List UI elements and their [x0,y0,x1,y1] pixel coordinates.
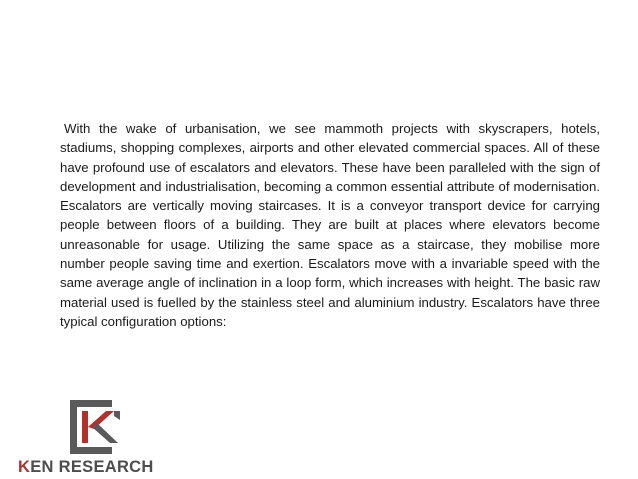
body-paragraph: With the wake of urbanisation, we see mammoth projects with skyscrapers, hotels, stadiums, shopping complexes, airports and other elevated commercial spaces. All of these have profound use of escalators and elevators. These have been paralleled with the sign of development and industrialisation, becoming a common essential attribute of modernisation. Escalators are vertically moving staircases. It is a conveyor transport device for carrying people between floors of a building. They are built at places where elevators become unreasonable for usage. Utilizing the same space as a staircase, they mobilise more number people saving time and exertion. Escalators move with a invariable speed with the same average angle of inclination in a loop form, which increases with height. The basic raw material used is fuelled by the stainless steel and aluminium industry. Escalators have three typical configuration options: [60,121,600,329]
ken-research-k-logo-icon [68,398,122,456]
ken-research-logo [18,398,178,476]
logo-wordmark-k: K [18,458,31,476]
logo-wordmark [18,458,188,476]
logo-wordmark-rest: EN RESEARCH [30,458,154,476]
